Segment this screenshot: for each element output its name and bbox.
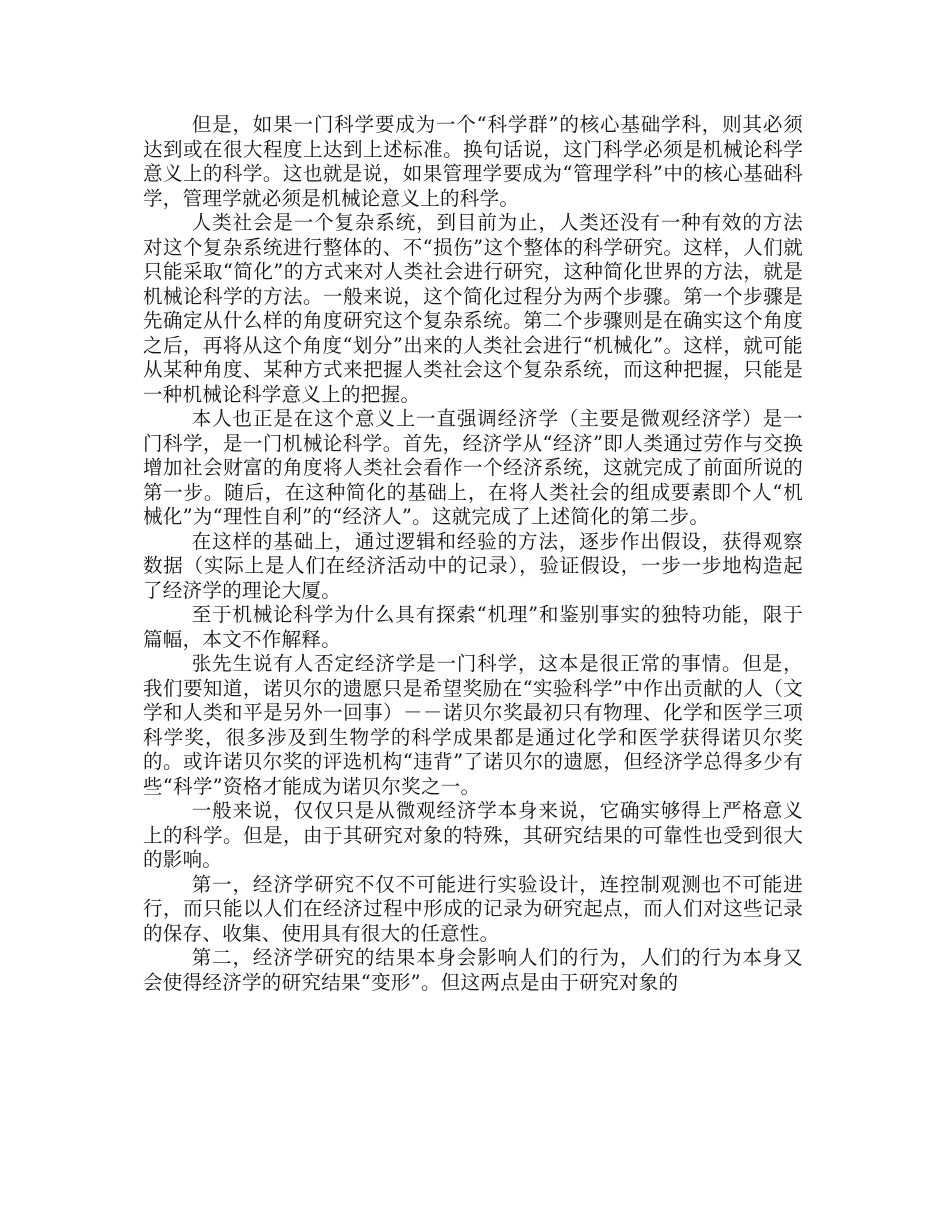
- paragraph: 在这样的基础上，通过逻辑和经验的方法，逐步作出假设，获得观察数据（实际上是人们在经济活动中的记录），验证假设，一步一步地构造起了经济学的理论大厦。: [143, 529, 803, 602]
- paragraph: 一般来说，仅仅只是从微观经济学本身来说，它确实够得上严格意义上的科学。但是，由于其研究对象的特殊，其研究结果的可靠性也受到很大的影响。: [143, 799, 803, 871]
- document-body: [143, 113, 803, 995]
- paragraph: 第一，经济学研究不仅不可能进行实验设计，连控制观测也不可能进行，而只能以人们在经济过程中形成的记录为研究起点，而人们对这些记录的保存、收集、使用具有很大的任意性。: [143, 872, 803, 945]
- paragraph: 人类社会是一个复杂系统，到目前为止，人类还没有一种有效的方法对这个复杂系统进行整体的、不“损伤”这个整体的科学研究。这样，人们就只能采取“简化”的方式来对人类社会进行研究，这种简化世界的方法，就是机械论科学的方法。一般来说，这个简化过程分为两个步骤。第一个步骤是先确定从什么样的角度研究这个复杂系统。第二个步骤则是在确实这个角度之后，再将从这个角度“划分”出来的人类社会进行“机械化”。这样，就可能从某种角度、某种方式来把握人类社会这个复杂系统，而这种把握，只能是一种机械论科学意义上的把握。: [143, 211, 803, 406]
- paragraph: 至于机械论科学为什么具有探索“机理”和鉴别事实的独特功能，限于篇幅，本文不作解释。: [143, 603, 803, 651]
- paragraph: 本人也正是在这个意义上一直强调经济学（主要是微观经济学）是一门科学，是一门机械论科学。首先，经济学从“经济”即人类通过劳作与交换增加社会财富的角度将人类社会看作一个经济系统，这就完成了前面所说的第一步。随后，在这种简化的基础上，在将人类社会的组成要素即个人“机械化”为“理性自利”的“经济人”。这就完成了上述简化的第二步。: [143, 407, 803, 528]
- paragraph: 张先生说有人否定经济学是一门科学，这本是很正常的事情。但是，我们要知道，诺贝尔的遗愿只是希望奖励在“实验科学”中作出贡献的人（文学和人类和平是另外一回事）－－诺贝尔奖最初只有物理、化学和医学三项科学奖，很多涉及到生物学的科学成果都是通过化学和医学获得诺贝尔奖的。或许诺贝尔奖的评选机构“违背”了诺贝尔的遗愿，但经济学总得多少有些“科学”资格才能成为诺贝尔奖之一。: [143, 652, 803, 798]
- paragraph: 第二，经济学研究的结果本身会影响人们的行为，人们的行为本身又会使得经济学的研究结果“变形”。但这两点是由于研究对象的: [143, 946, 803, 994]
- paragraph: 但是，如果一门科学要成为一个“科学群”的核心基础学科，则其必须达到或在很大程度上达到上述标准。换句话说，这门科学必须是机械论科学意义上的科学。这也就是说，如果管理学要成为“管理学科”中的核心基础科学，管理学就必须是机械论意义上的科学。: [143, 113, 803, 210]
